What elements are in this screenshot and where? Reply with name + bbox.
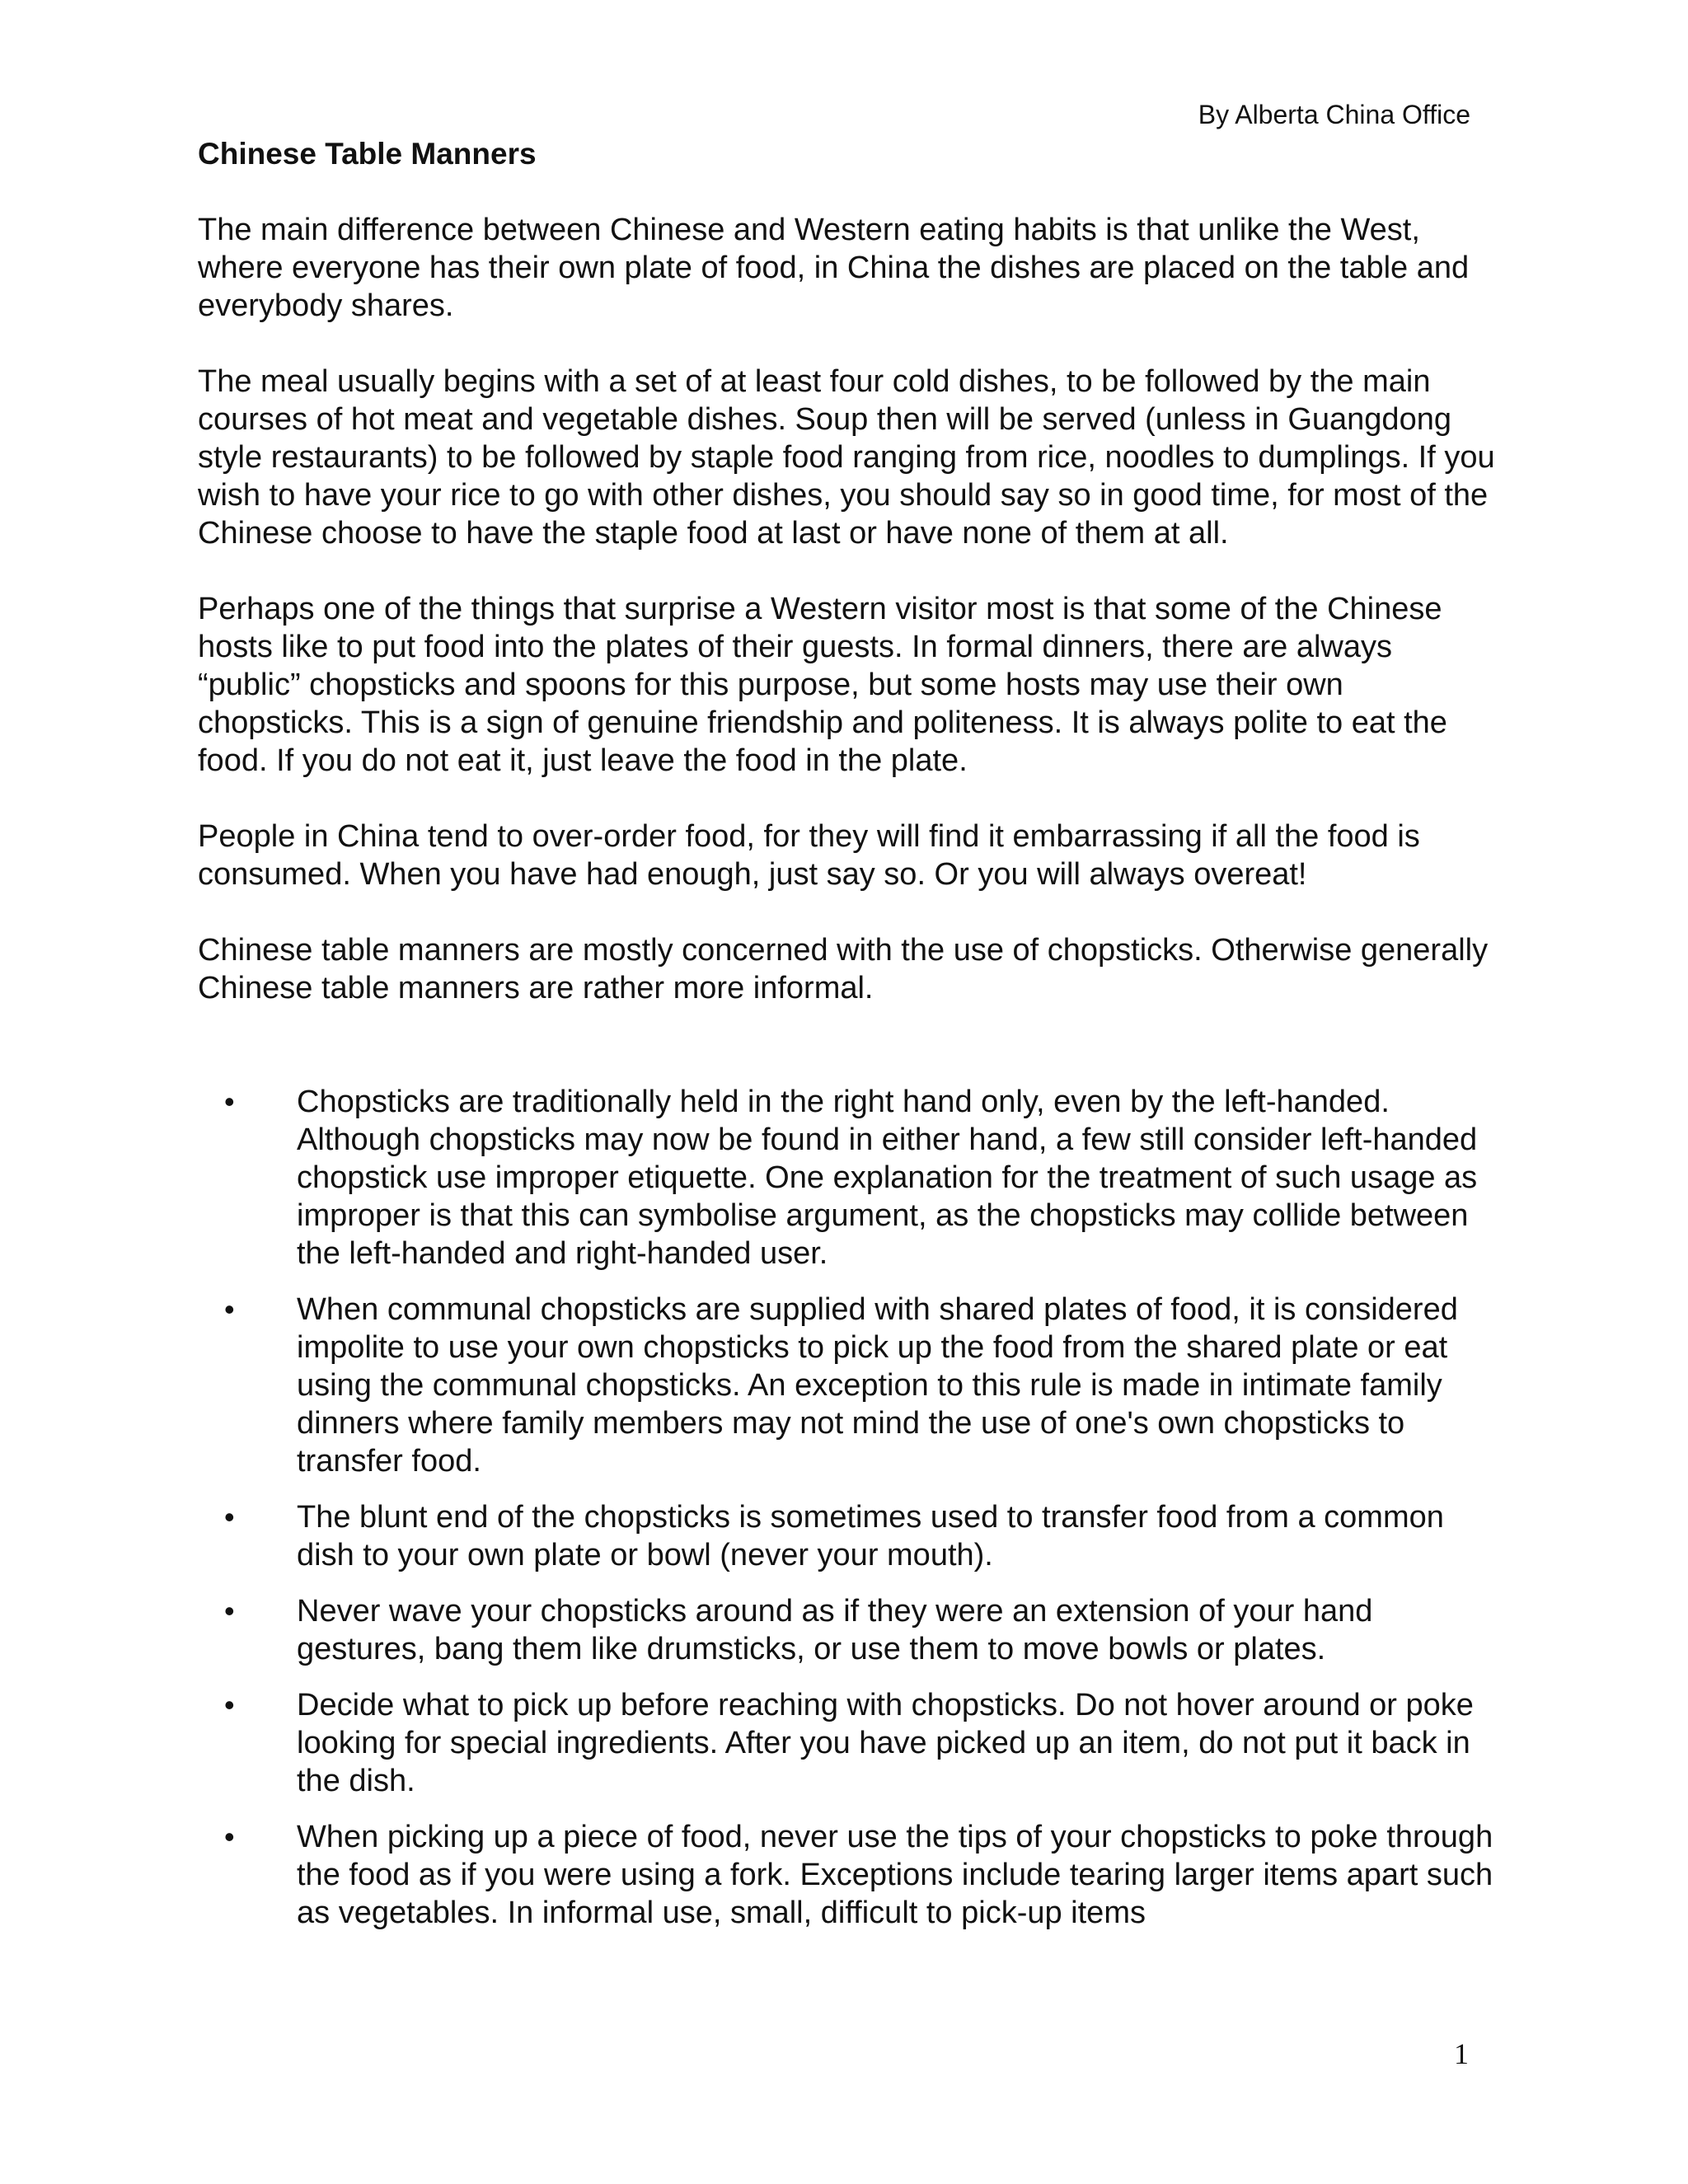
paragraph-intro: The main difference between Chinese and Western eating habits is that unlike the West, where everyone has their own plate of food, in China the dishes are placed on the table and everybody shares.	[198, 213, 1470, 323]
list-item-text: Never wave your chopsticks around as if they were an extension of your hand gestures, bang them like drumsticks, or use them to move bowls or plates.	[297, 1594, 1373, 1666]
byline: By Alberta China Office	[1198, 100, 1470, 129]
list-item-text: When communal chopsticks are supplied with shared plates of food, it is considered impolite to use your own chopsticks to pick up the food from the shared plate or eat using the communal chopsticks. An exception to this rule is made in intimate family dinners where family members may not mind the use of one's own chopsticks to transfer food.	[297, 1292, 1458, 1479]
paragraph-chopsticks-intro: Chinese table manners are mostly concerned with the use of chopsticks. Otherwise generally Chinese table manners are rather more informal.	[198, 933, 1489, 1005]
list-item	[198, 1291, 1500, 1480]
chopstick-etiquette-list	[198, 1083, 1500, 1932]
list-item-text: The blunt end of the chopsticks is sometimes used to transfer food from a common dish to your own plate or bowl (never your mouth).	[297, 1500, 1444, 1572]
page-number: 1	[1454, 2037, 1469, 2070]
paragraph-meal-order: The meal usually begins with a set of at least four cold dishes, to be followed by the main courses of hot meat and vegetable dishes. Soup then will be served (unless in Guangdong style restaurants) to be followed by staple food ranging from rice, noodles to dumplings. If you wish to have your rice to go with other dishes, you should say so in good time, for most of the Chinese choose to have the staple food at last or have none of them at all.	[198, 364, 1495, 551]
bullet-icon: •	[224, 1500, 235, 1534]
list-item	[198, 1818, 1500, 1932]
page-title: Chinese Table Manners	[198, 137, 537, 171]
list-item	[198, 1592, 1500, 1668]
bullet-icon: •	[224, 1688, 235, 1722]
list-item	[198, 1498, 1500, 1574]
list-item-text: When picking up a piece of food, never use the tips of your chopsticks to poke through the food as if you were using a fork. Exceptions include tearing larger items apart such as vegetables. In informal use, small, difficult to pick-up items	[297, 1820, 1493, 1930]
bullet-icon: •	[224, 1594, 235, 1628]
list-item-text: Decide what to pick up before reaching with chopsticks. Do not hover around or poke looking for special ingredients. After you have picked up an item, do not put it back in the dish.	[297, 1688, 1474, 1798]
document-body	[198, 135, 1500, 1950]
bullet-icon: •	[224, 1292, 235, 1326]
list-item-text: Chopsticks are traditionally held in the right hand only, even by the left-handed. Although chopsticks may now be found in either hand, a few still consider left-handed chopstick use improper etiquette. One explanation for the treatment of such usage as improper is that this can symbolise argument, as the chopsticks may collide between the left-handed and right-handed user.	[297, 1085, 1478, 1271]
list-item	[198, 1686, 1500, 1800]
bullet-icon: •	[224, 1085, 235, 1118]
paragraph-over-ordering: People in China tend to over-order food, for they will find it embarrassing if all the food is consumed. When you have had enough, just say so. Or you will always overeat!	[198, 819, 1420, 892]
bullet-icon: •	[224, 1820, 235, 1854]
list-item	[198, 1083, 1500, 1272]
paragraph-host-serving: Perhaps one of the things that surprise a Western visitor most is that some of the Chinese hosts like to put food into the plates of their guests. In formal dinners, there are always “public” chopsticks and spoons for this purpose, but some hosts may use their own chopsticks. This is a sign of genuine friendship and politeness. It is always polite to eat the food. If you do not eat it, just leave the food in the plate.	[198, 592, 1447, 778]
